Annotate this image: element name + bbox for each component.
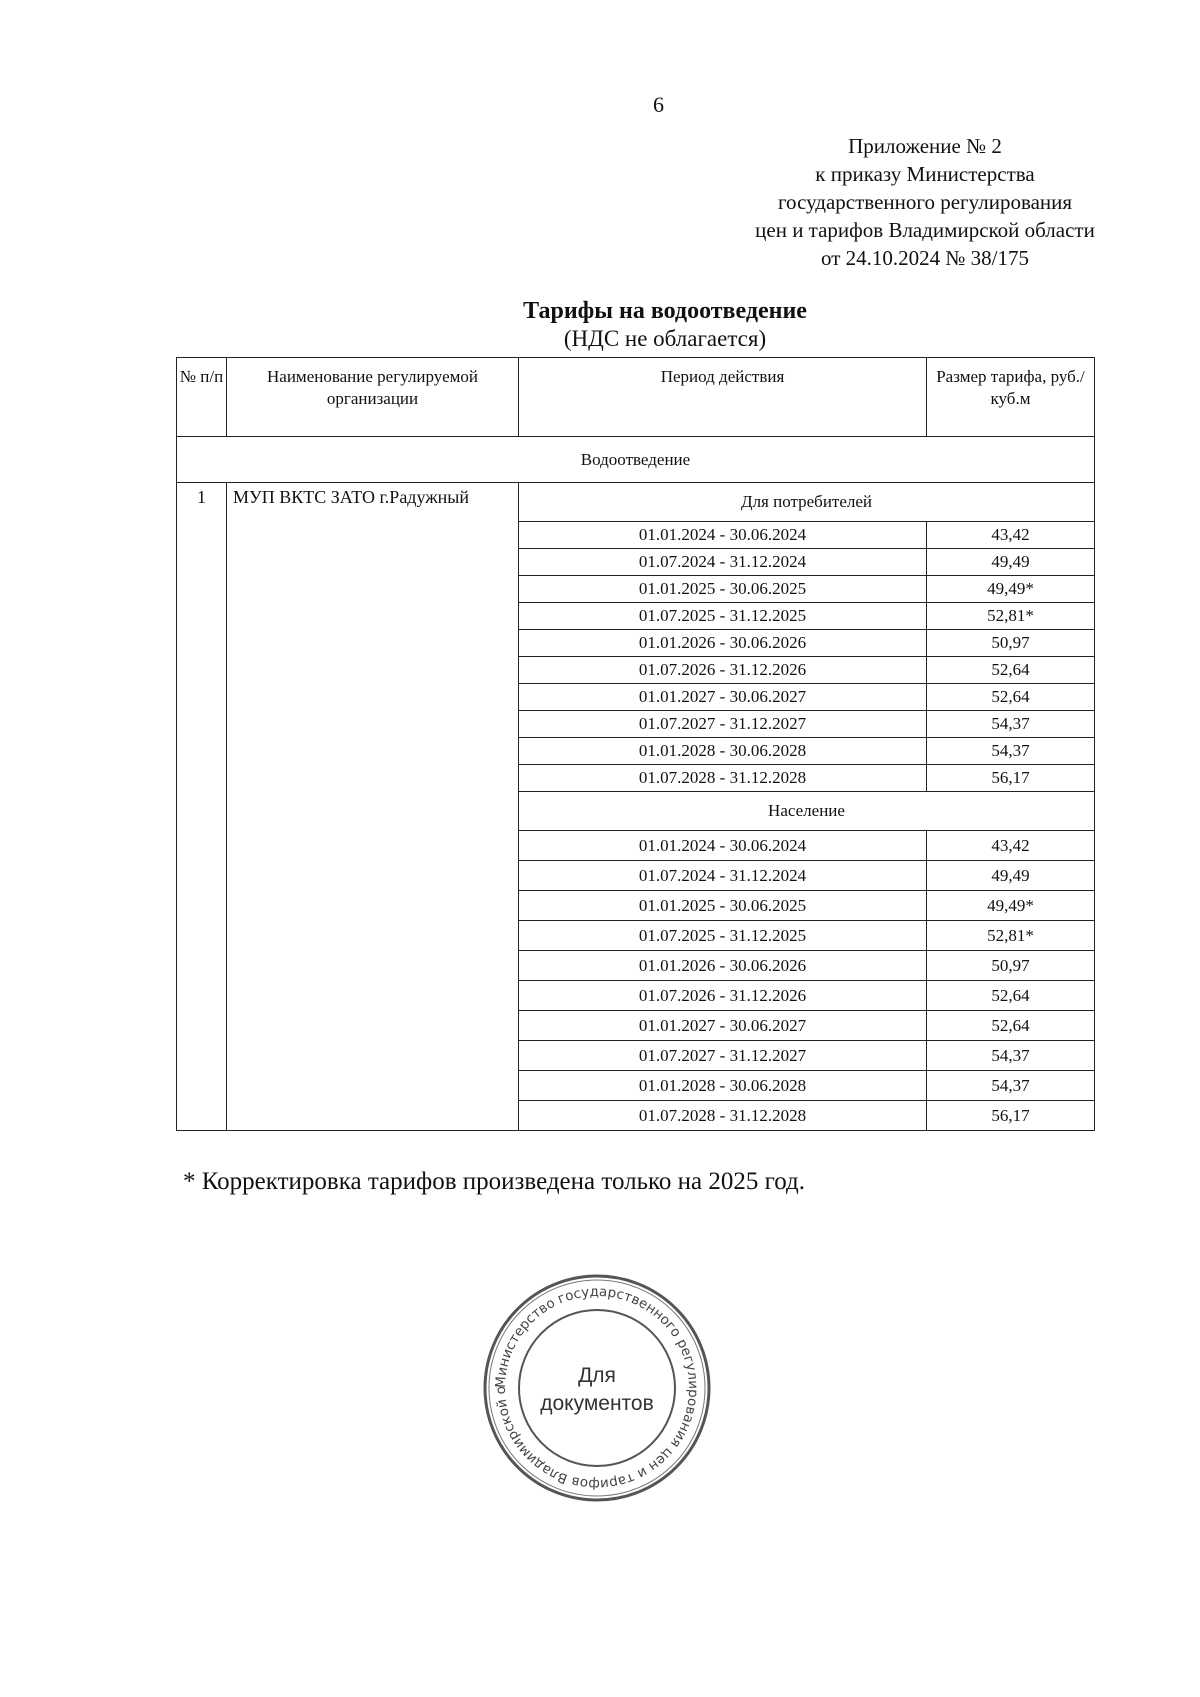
tariff-cell: 52,64 [927, 684, 1095, 711]
period-cell: 01.01.2025 - 30.06.2025 [519, 891, 927, 921]
tariff-cell: 49,49* [927, 891, 1095, 921]
organization-name: МУП ВКТС ЗАТО г.Радужный [227, 483, 519, 1131]
tariff-cell: 56,17 [927, 765, 1095, 792]
tariff-cell: 54,37 [927, 738, 1095, 765]
table-header-row [177, 358, 1095, 437]
period-cell: 01.07.2025 - 31.12.2025 [519, 603, 927, 630]
appendix-line: к приказу Министерства [815, 162, 1035, 186]
header-period: Период действия [519, 358, 927, 437]
tariff-cell: 49,49 [927, 549, 1095, 576]
tariff-table [176, 357, 1095, 1131]
tariff-cell: 52,81* [927, 921, 1095, 951]
period-cell: 01.07.2027 - 31.12.2027 [519, 711, 927, 738]
period-cell: 01.01.2024 - 30.06.2024 [519, 522, 927, 549]
tariff-cell: 52,64 [927, 1011, 1095, 1041]
period-cell: 01.07.2024 - 31.12.2024 [519, 861, 927, 891]
tariff-cell: 54,37 [927, 1041, 1095, 1071]
appendix-line: государственного регулирования [777, 190, 1073, 214]
row-index: 1 [177, 483, 227, 1131]
tariff-cell: 52,81* [927, 603, 1095, 630]
tariff-cell: 56,17 [927, 1101, 1095, 1131]
appendix-line: Приложение № 2 [848, 134, 1002, 158]
period-cell: 01.01.2026 - 30.06.2026 [519, 951, 927, 981]
section-row [177, 437, 1095, 483]
period-cell: 01.01.2025 - 30.06.2025 [519, 576, 927, 603]
stamp-center-line1: Для [578, 1364, 616, 1387]
period-cell: 01.01.2027 - 30.06.2027 [519, 684, 927, 711]
header-org: Наименование регулируемой организации [227, 358, 519, 437]
stamp-center-line2: документов [540, 1392, 654, 1415]
period-cell: 01.07.2025 - 31.12.2025 [519, 921, 927, 951]
tariff-cell: 52,64 [927, 657, 1095, 684]
period-cell: 01.01.2028 - 30.06.2028 [519, 1071, 927, 1101]
tariff-table-body [177, 358, 1095, 1131]
stamp-ring-text: Министерство государственного регулирования цен и тарифов Владимирской о [492, 1283, 702, 1493]
group-label: Для потребителей [519, 483, 1095, 522]
document-subtitle: (НДС не облагается) [563, 326, 767, 351]
period-cell: 01.01.2028 - 30.06.2028 [519, 738, 927, 765]
section-label: Водоотведение [177, 437, 1095, 483]
period-cell: 01.01.2026 - 30.06.2026 [519, 630, 927, 657]
period-cell: 01.01.2024 - 30.06.2024 [519, 831, 927, 861]
period-cell: 01.07.2028 - 31.12.2028 [519, 765, 927, 792]
appendix-line: цен и тарифов Владимирской области [755, 218, 1095, 242]
period-cell: 01.07.2028 - 31.12.2028 [519, 1101, 927, 1131]
page-number: 6 [653, 92, 664, 117]
header-tariff: Размер тарифа, руб./куб.м [927, 358, 1095, 437]
period-cell: 01.07.2026 - 31.12.2026 [519, 657, 927, 684]
period-cell: 01.07.2024 - 31.12.2024 [519, 549, 927, 576]
document-title: Тарифы на водоотведение [523, 298, 807, 324]
tariff-cell: 54,37 [927, 1071, 1095, 1101]
period-cell: 01.07.2027 - 31.12.2027 [519, 1041, 927, 1071]
footnote: * Корректировка тарифов произведена только на 2025 год. [183, 1168, 805, 1195]
tariff-cell: 50,97 [927, 951, 1095, 981]
stamp-seal-icon [477, 1268, 717, 1508]
group-header-row [177, 483, 1095, 522]
tariff-table-container [176, 357, 1094, 1131]
appendix-block [700, 132, 1150, 272]
appendix-line: от 24.10.2024 № 38/175 [820, 246, 1030, 270]
tariff-cell: 50,97 [927, 630, 1095, 657]
group-label: Население [519, 792, 1095, 831]
tariff-cell: 43,42 [927, 831, 1095, 861]
tariff-cell: 49,49 [927, 861, 1095, 891]
tariff-cell: 54,37 [927, 711, 1095, 738]
tariff-cell: 43,42 [927, 522, 1095, 549]
header-num: № п/п [177, 358, 227, 437]
period-cell: 01.07.2026 - 31.12.2026 [519, 981, 927, 1011]
official-stamp [477, 1268, 717, 1508]
tariff-cell: 49,49* [927, 576, 1095, 603]
period-cell: 01.01.2027 - 30.06.2027 [519, 1011, 927, 1041]
tariff-cell: 52,64 [927, 981, 1095, 1011]
